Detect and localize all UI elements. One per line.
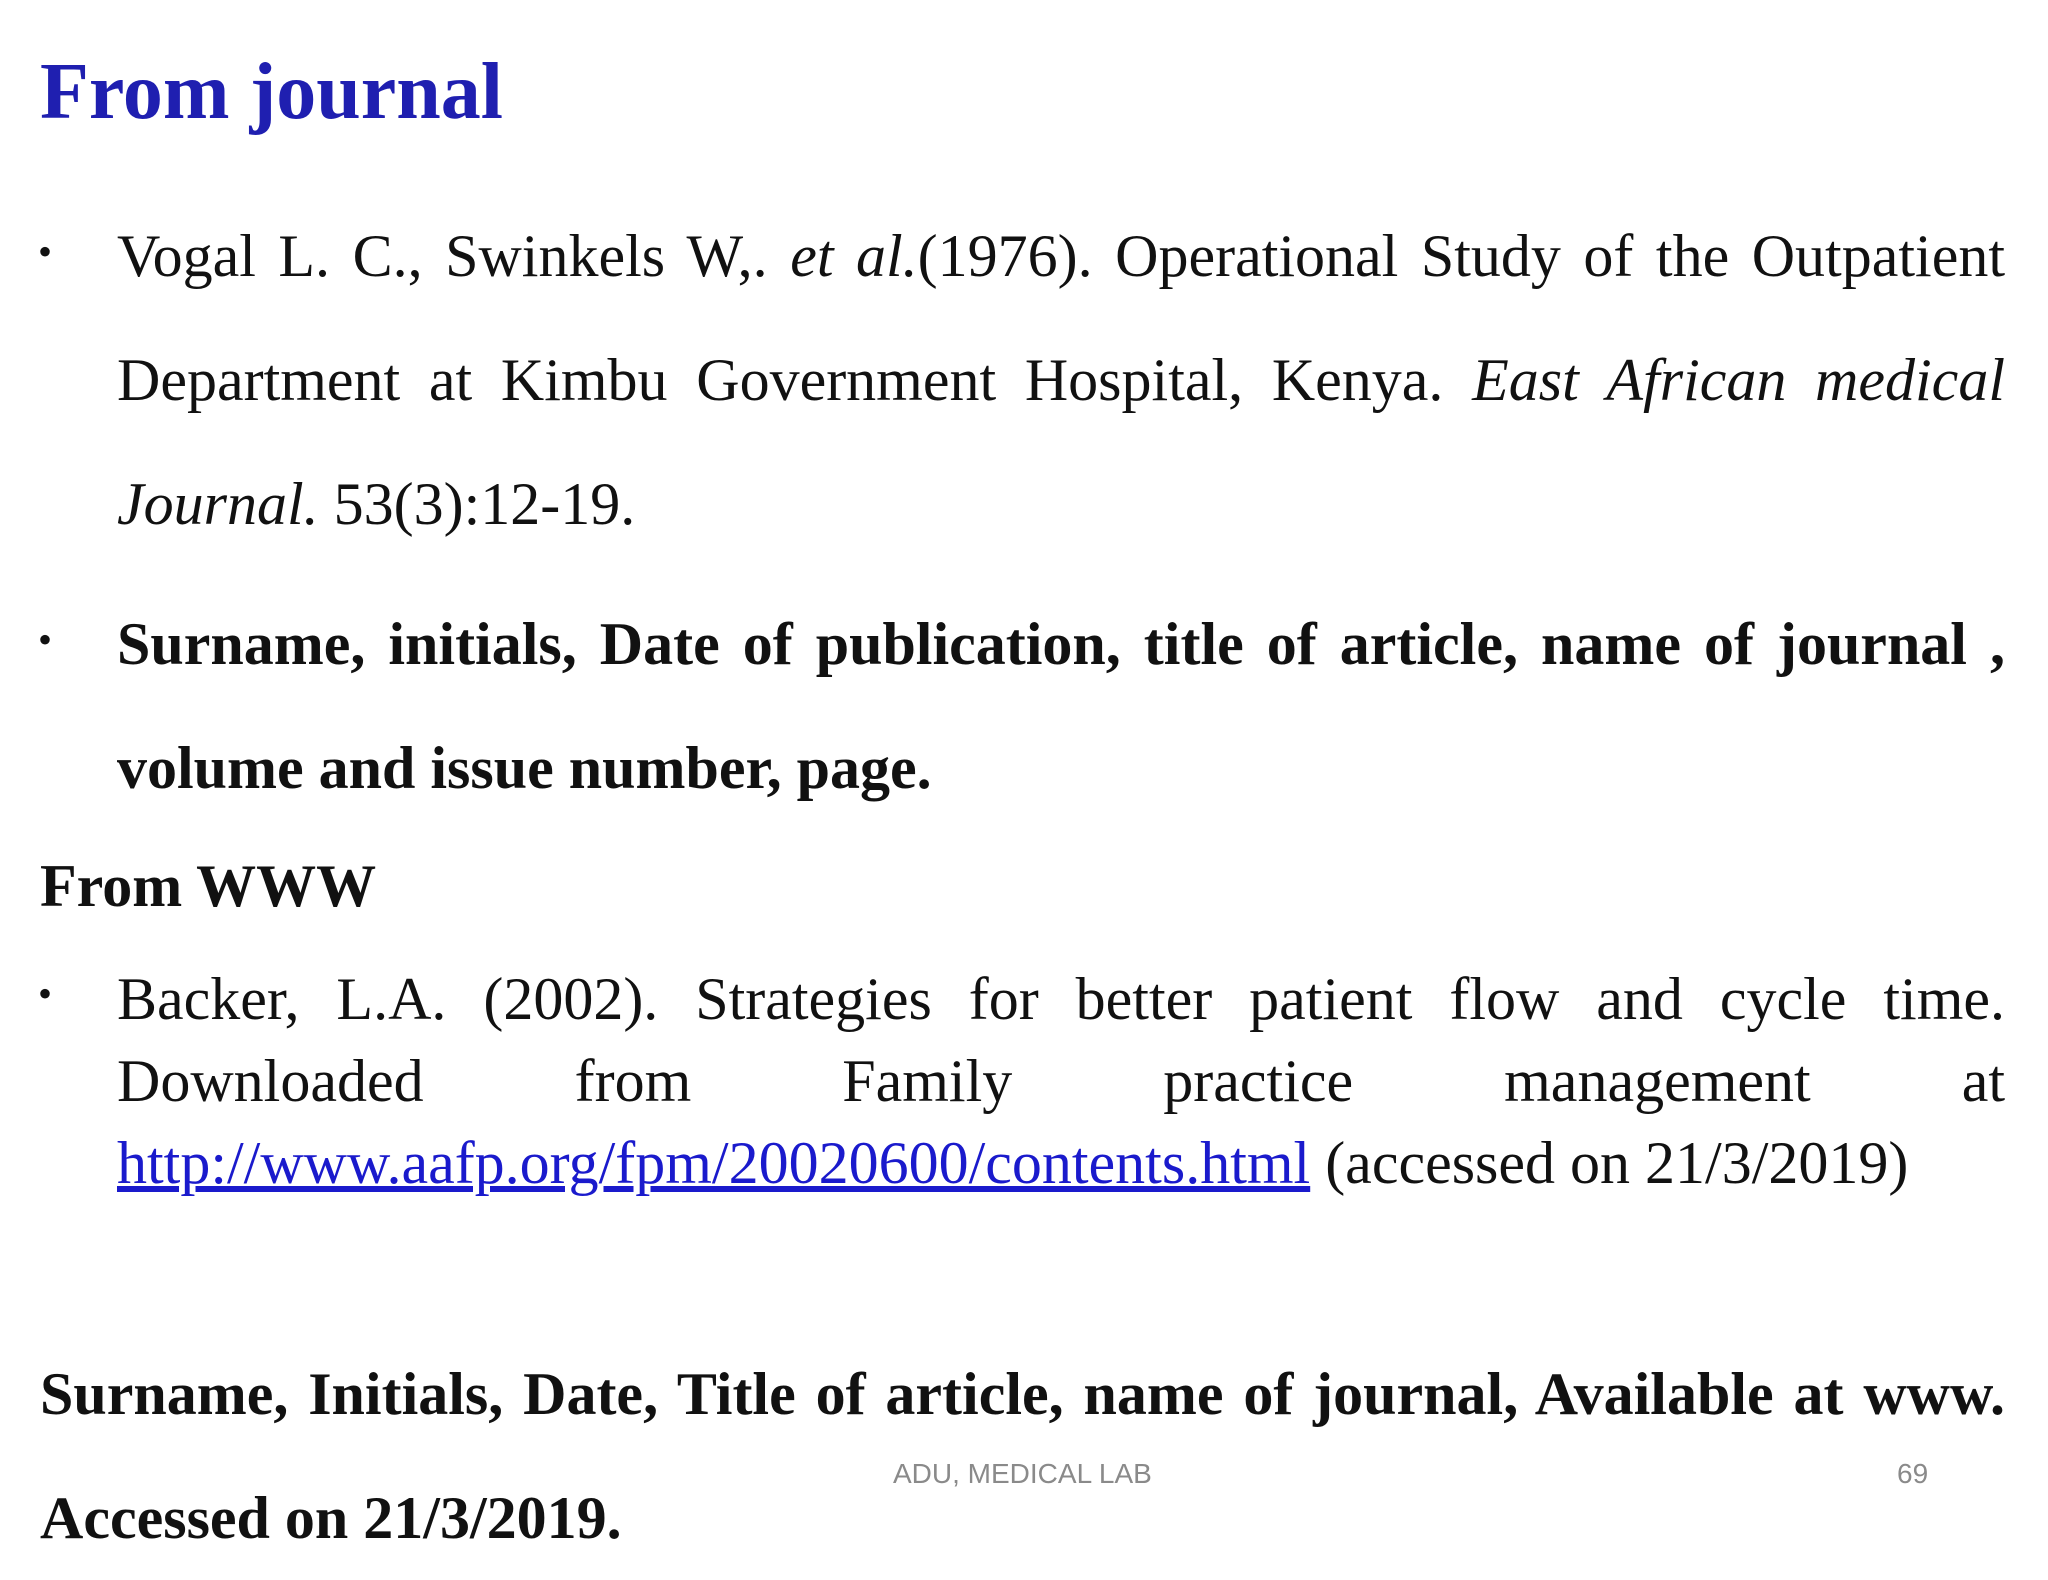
page-number: 69: [1897, 1458, 1929, 1489]
journal-reference-authors: Vogal L. C., Swinkels W,.: [117, 223, 791, 289]
www-reference-text: Backer, L.A. (2002). Strategies for better patient flow and cycle time. Downloaded from Family practice management at: [117, 966, 2005, 1114]
bullet-icon: •: [38, 229, 53, 274]
journal-format-description: Surname, initials, Date of publication, title of article, name of journal , volume and issue number, page.: [117, 611, 2005, 801]
journal-reference: [117, 194, 2005, 566]
www-heading: From WWW: [40, 853, 377, 919]
bullet-icon: •: [38, 617, 53, 662]
www-format-description: [40, 1332, 2005, 1580]
reference-link[interactable]: http://www.aafp.org/fpm/20020600/contents.html: [117, 1130, 1311, 1196]
footer-text: ADU, MEDICAL LAB: [893, 1458, 1152, 1489]
journal-reference-volume: 53(3):12-19.: [318, 471, 636, 537]
www-reference: [117, 958, 2005, 1204]
slide-title: From journal: [40, 48, 503, 136]
www-reference-accessed: (accessed on 21/3/2019): [1310, 1130, 1909, 1196]
journal-reference-et-al: et al.: [790, 223, 918, 289]
journal-reference-title: (1976). Operational Study of the Outpatient Department at Kimbu Government Hospital, Kenya.: [117, 223, 2005, 413]
bullet-icon: •: [38, 971, 53, 1016]
journal-reference-journal-name: East African medical Journal.: [117, 347, 2005, 537]
www-format-text: Surname, Initials, Date, Title of article, name of journal, Available at www. Accessed on 21/3/2019.: [40, 1361, 2005, 1551]
